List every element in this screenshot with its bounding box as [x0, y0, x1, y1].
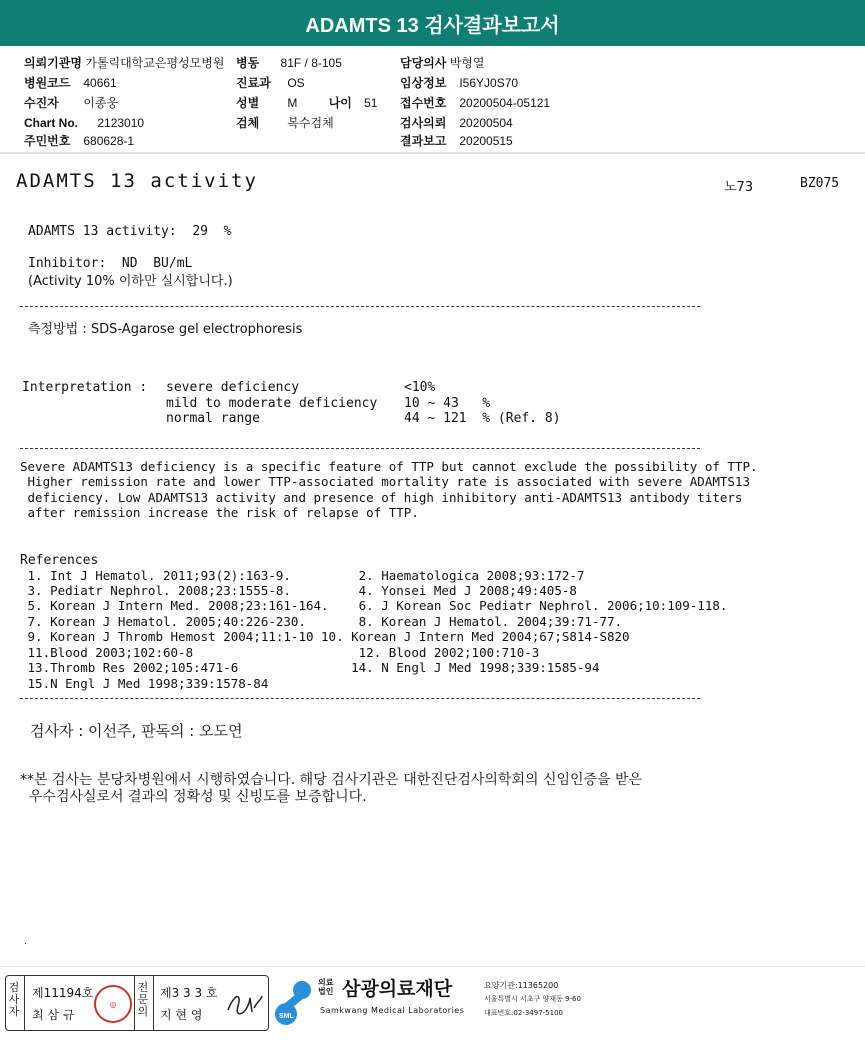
report-date-value: 20200515	[459, 134, 513, 148]
vchar: 의	[137, 1005, 149, 1018]
vchar: 자	[8, 1005, 20, 1018]
inhibitor-result: Inhibitor: ND BU/mL	[28, 256, 193, 271]
clinical-label: 임상정보	[400, 76, 447, 90]
specimen-value: 복수검체	[287, 116, 334, 130]
examiner-license-no: 제11194호	[32, 986, 94, 1000]
org-info-3: 대표번호:02-3497-5100	[484, 1009, 563, 1017]
examiner-vertical-label	[7, 982, 21, 1018]
ssn-value: 680628-1	[83, 134, 135, 148]
interp-row-1-range: <10%	[404, 380, 436, 395]
signature-icon	[224, 988, 264, 1018]
specialist-license-no: 제3 3 3 호	[160, 986, 218, 1000]
org-prefix	[318, 978, 333, 996]
patient-value: 이종웅	[83, 96, 119, 110]
specimen-label: 검체	[236, 116, 260, 130]
paragraph-line-1: Severe ADAMTS13 deficiency is a specific feature of TTP but cannot exclude the possibility of TTP.	[20, 459, 758, 474]
age-value: 51	[364, 96, 378, 110]
divider-1	[20, 306, 700, 307]
interp-row-1-name: severe deficiency	[166, 380, 300, 395]
request-date-value: 20200504	[459, 116, 513, 130]
paragraph-line-3: deficiency. Low ADAMTS13 activity and presence of high inhibitory anti-ADAMTS13 antibody titers	[20, 490, 743, 505]
specialist-vertical-label	[136, 982, 150, 1018]
org-name: 삼광의료재단	[342, 978, 453, 1000]
sex-value: M	[287, 96, 298, 110]
notice-line-1: **본 검사는 분당차병원에서 시행하였습니다. 해당 검사기관은 대한진단검사의학회의 신임인증을 받은	[20, 772, 643, 788]
report-code-right: BZ075	[800, 176, 840, 191]
examiner-name: 최 삼 규	[32, 1008, 75, 1022]
cell-divider	[153, 976, 154, 1030]
vchar: 검	[8, 981, 20, 994]
header-row-1	[24, 56, 224, 70]
doctor-label: 담당의사	[400, 56, 447, 70]
org-prefix-1: 의료	[318, 978, 334, 987]
reference-row: 9. Korean J Thromb Hemost 2004;11:1-10 10. Korean J Intern Med 2004;67;S814-S820	[20, 629, 630, 644]
report-code-left: 노73	[724, 180, 754, 195]
dept-value: OS	[287, 76, 305, 90]
hosp-code-label: 병원코드	[24, 76, 71, 90]
request-date-label: 검사의뢰	[400, 116, 447, 130]
receipt-value: 20200504-05121	[459, 96, 551, 110]
method-line: 측정방법 : SDS-Agarose gel electrophoresis	[28, 322, 303, 337]
divider-2	[20, 448, 700, 449]
req-inst-label: 의뢰기관명	[24, 56, 82, 70]
org-info-2: 서울특별시 서초구 양재동 9-60	[484, 995, 581, 1003]
vchar: 문	[137, 993, 149, 1006]
reference-row: 1. Int J Hematol. 2011;93(2):163-9. 2. Haematologica 2008;93:172-7	[20, 568, 585, 583]
ward-label: 병동	[236, 56, 260, 70]
cell-divider	[134, 976, 135, 1030]
req-inst-value: 가톨릭대학교은평성모병원	[85, 56, 225, 70]
age-label: 나이	[328, 96, 352, 110]
examiner-seal-icon: ◎	[94, 985, 132, 1023]
header-divider	[0, 152, 865, 154]
sml-logo-icon	[270, 976, 318, 1026]
interp-row-3-name: normal range	[166, 411, 260, 426]
cell-divider	[24, 976, 25, 1030]
reference-row: 5. Korean J Intern Med. 2008;23:161-164. 6. J Korean Soc Pediatr Nephrol. 2006;10:109-118.	[20, 598, 728, 613]
divider-3	[20, 698, 700, 699]
hosp-code-value: 40661	[83, 76, 117, 90]
ward-value: 81F / 8-105	[280, 56, 342, 70]
paragraph-line-4: after remission increase the risk of relapse of TTP.	[20, 505, 419, 520]
vchar: 사	[8, 993, 20, 1006]
patient-label: 수진자	[24, 96, 59, 110]
reference-row: 3. Pediatr Nephrol. 2008;23:1555-8. 4. Yonsei Med J 2008;49:405-8	[20, 583, 577, 598]
receipt-label: 접수번호	[400, 96, 447, 110]
clinical-value: I56YJ0S70	[459, 76, 519, 90]
chart-no-value: 2123010	[97, 116, 145, 130]
report-title: ADAMTS 13 activity	[16, 170, 258, 192]
reference-row: 15.N Engl J Med 1998;339:1578-84	[20, 676, 269, 691]
reference-row: 11.Blood 2003;102:60-8 12. Blood 2002;100:710-3	[20, 645, 540, 660]
dept-label: 진료과	[236, 76, 271, 90]
org-info-1: 요양기관:11365200	[484, 981, 559, 990]
interp-row-3-range: 44 ~ 121 % (Ref. 8)	[404, 411, 561, 426]
chart-no-label: Chart No.	[24, 116, 78, 130]
logo-text: SML	[279, 1013, 294, 1020]
references-label: References	[20, 553, 99, 568]
report-banner	[0, 0, 865, 46]
paragraph-line-2: Higher remission rate and lower TTP-associated mortality rate is associated with severe ADAMTS13	[20, 474, 750, 489]
vchar: 전	[137, 981, 149, 994]
org-english-name: Samkwang Medical Laboratories	[320, 1006, 465, 1015]
interp-row-2-range: 10 ~ 43 %	[404, 396, 491, 411]
signature-box	[5, 975, 269, 1031]
org-prefix-2: 법인	[318, 987, 334, 996]
inhibitor-note: (Activity 10% 이하만 실시합니다.)	[28, 274, 233, 289]
reference-row: 13.Thromb Res 2002;105:471-6 14. N Engl J Med 1998;339:1585-94	[20, 660, 600, 675]
ssn-label: 주민번호	[24, 134, 71, 148]
activity-result: ADAMTS 13 activity: 29 %	[28, 224, 232, 239]
interp-row-2-name: mild to moderate deficiency	[166, 396, 378, 411]
report-date-label: 결과보고	[400, 134, 447, 148]
reference-row: 7. Korean J Hematol. 2005;40:226-230. 8. Korean J Hematol. 2004;39:71-77.	[20, 614, 623, 629]
doctor-value: 박형열	[449, 56, 485, 70]
footer-divider	[0, 966, 865, 967]
stray-dot: .	[24, 936, 28, 947]
notice-line-2: 우수검사실로서 결과의 정확성 및 신빙도를 보증합니다.	[20, 789, 367, 805]
specialist-name: 지 현 영	[160, 1008, 203, 1022]
interp-label: Interpretation :	[22, 380, 148, 395]
examiner-line: 검사자 : 이선주, 판독의 : 오도연	[30, 722, 243, 740]
banner-title: ADAMTS 13 검사결과보고서	[305, 14, 560, 37]
sex-label: 성별	[236, 96, 260, 110]
